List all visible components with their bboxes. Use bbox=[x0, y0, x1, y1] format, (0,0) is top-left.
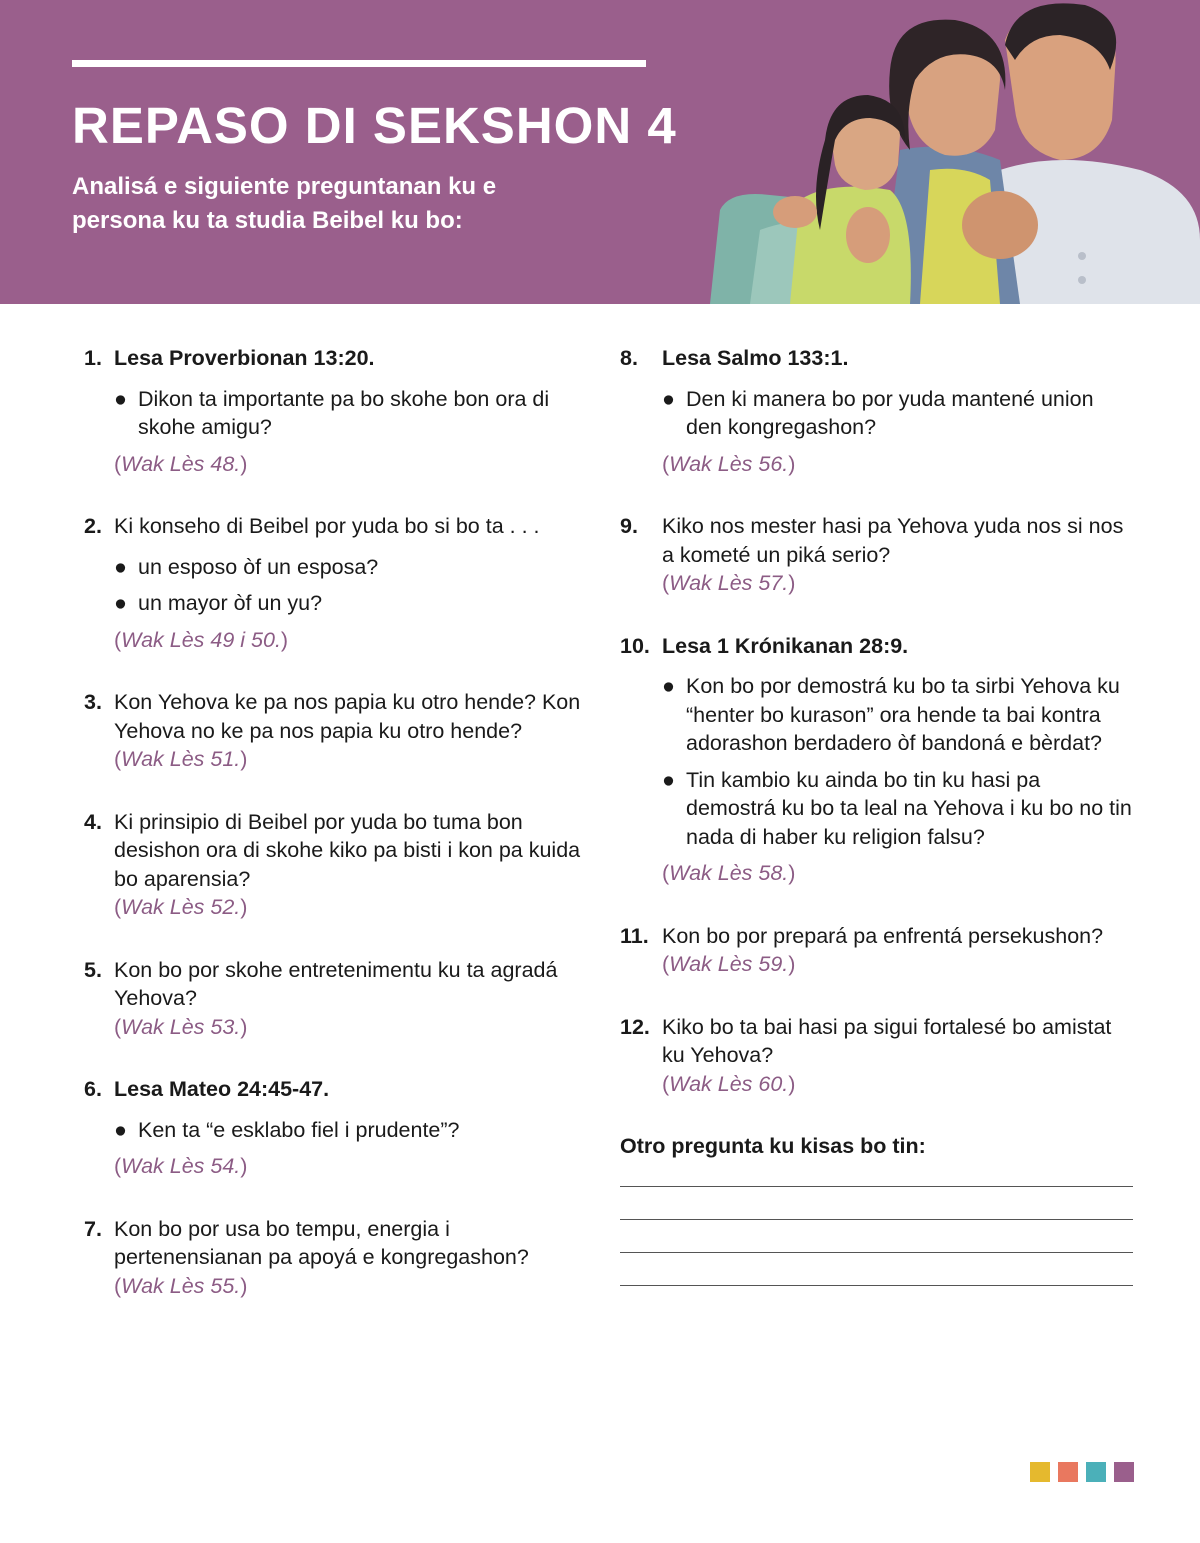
question-number: 4. bbox=[84, 809, 102, 834]
page-subtitle: Analisá e siguiente preguntanan ku e persona ku ta studia Beibel ku bo: bbox=[72, 173, 497, 234]
question-text: Lesa 1 Krónikanan 28:9. bbox=[662, 633, 909, 658]
bullet-icon: ● bbox=[662, 386, 675, 411]
page-title: REPASO DI SEKSHON 4 bbox=[72, 97, 677, 154]
question-item bbox=[620, 1013, 1135, 1099]
question-text: Kiko bo ta bai hasi pa sigui fortalesé bo amistat ku Yehova? bbox=[662, 1014, 1112, 1067]
lesson-reference: (Wak Lès 53.) bbox=[114, 1014, 248, 1039]
question-text: Kon bo por prepará pa enfrentá persekushon? bbox=[662, 923, 1104, 948]
bullet-item bbox=[114, 1116, 584, 1145]
family-praying-illustration bbox=[700, 0, 1200, 304]
question-number: 9. bbox=[620, 514, 638, 538]
question-text: Ki prinsipio di Beibel por yuda bo tuma bon desishon ora di skohe kiko pa bisti i kon pa kuida bo aparensia? bbox=[114, 809, 581, 891]
question-text: Kon bo por usa bo tempu, energia i pertenensianan pa apoyá e kongregashon? bbox=[114, 1216, 529, 1269]
questions-right-column bbox=[620, 344, 1135, 1286]
question-text: Kon bo por skohe entretenimentu ku ta agradá Yehova? bbox=[114, 957, 558, 1010]
lesson-reference: (Wak Lès 57.) bbox=[662, 571, 796, 595]
question-text: Lesa Proverbionan 13:20. bbox=[114, 346, 375, 370]
answer-line[interactable] bbox=[620, 1219, 1133, 1220]
lesson-reference: (Wak Lès 52.) bbox=[114, 895, 248, 919]
color-square bbox=[1030, 1462, 1050, 1482]
lesson-reference: (Wak Lès 54.) bbox=[114, 1154, 248, 1178]
bullet-text: Dikon ta importante pa bo skohe bon ora di skohe amigu? bbox=[138, 386, 550, 439]
color-square bbox=[1086, 1462, 1106, 1482]
bullet-item bbox=[114, 589, 584, 618]
bullet-icon: ● bbox=[662, 767, 675, 792]
bullet-text: un mayor òf un yu? bbox=[138, 591, 323, 615]
answer-line[interactable] bbox=[620, 1285, 1133, 1286]
bullet-item bbox=[662, 672, 1135, 758]
question-text: Kon Yehova ke pa nos papia ku otro hende? Kon Yehova no ke pa nos papia ku otro hende? bbox=[114, 690, 581, 743]
question-item bbox=[84, 512, 584, 654]
lesson-reference: (Wak Lès 51.) bbox=[114, 747, 248, 771]
color-squares-decoration bbox=[1030, 1462, 1134, 1482]
bullet-icon: ● bbox=[114, 386, 127, 411]
question-number: 5. bbox=[84, 957, 102, 982]
bullet-item bbox=[662, 385, 1135, 442]
bullet-item bbox=[662, 766, 1135, 852]
question-item bbox=[84, 808, 584, 922]
question-number: 2. bbox=[84, 514, 102, 538]
bullet-icon: ● bbox=[662, 674, 675, 698]
bullet-icon: ● bbox=[114, 591, 127, 615]
question-number: 7. bbox=[84, 1216, 102, 1241]
bullet-text: Ken ta “e esklabo fiel i prudente”? bbox=[138, 1117, 460, 1142]
question-item bbox=[620, 632, 1135, 888]
question-item bbox=[84, 344, 584, 478]
header-rule bbox=[72, 60, 646, 67]
question-item bbox=[84, 956, 584, 1042]
color-square bbox=[1058, 1462, 1078, 1482]
bullet-text: Kon bo por demostrá ku bo ta sirbi Yehova ku “henter bo kurason” ora hende ta bai kontra adorashon berdadero òf bandoná e bèrdat? bbox=[686, 674, 1120, 755]
bullet-text: Den ki manera bo por yuda mantené union den kongregashon? bbox=[686, 386, 1094, 439]
lesson-reference: (Wak Lès 59.) bbox=[662, 952, 796, 976]
lesson-reference: (Wak Lès 48.) bbox=[114, 451, 248, 476]
bullet-text: un esposo òf un esposa? bbox=[138, 554, 379, 579]
question-number: 10. bbox=[620, 633, 650, 658]
question-number: 6. bbox=[84, 1077, 102, 1101]
bullet-item bbox=[114, 553, 584, 582]
lesson-reference: (Wak Lès 58.) bbox=[662, 861, 796, 885]
answer-line[interactable] bbox=[620, 1186, 1133, 1187]
question-item bbox=[84, 1075, 584, 1181]
bullet-icon: ● bbox=[114, 554, 127, 579]
question-text: Kiko nos mester hasi pa Yehova yuda nos si nos a kometé un piká serio? bbox=[662, 514, 1124, 567]
question-number: 12. bbox=[620, 1014, 650, 1039]
questions-left-column bbox=[84, 344, 584, 1334]
question-number: 3. bbox=[84, 690, 102, 714]
question-number: 1. bbox=[84, 346, 102, 370]
lesson-reference: (Wak Lès 56.) bbox=[662, 451, 796, 476]
bullet-item bbox=[114, 385, 584, 442]
lesson-reference: (Wak Lès 60.) bbox=[662, 1071, 796, 1096]
answer-line[interactable] bbox=[620, 1252, 1133, 1253]
bullet-text: Tin kambio ku ainda bo tin ku hasi pa demostrá ku bo ta leal na Yehova i ku bo no tin nada di haber ku religion falsu? bbox=[686, 767, 1132, 849]
question-item bbox=[620, 344, 1135, 478]
question-item bbox=[84, 1215, 584, 1301]
question-number: 11. bbox=[620, 923, 649, 948]
bullet-icon: ● bbox=[114, 1117, 127, 1142]
other-questions-heading: Otro pregunta ku kisas bo tin: bbox=[620, 1134, 926, 1158]
question-text: Lesa Mateo 24:45-47. bbox=[114, 1077, 330, 1101]
question-item bbox=[84, 688, 584, 774]
question-item bbox=[620, 512, 1135, 598]
question-text: Ki konseho di Beibel por yuda bo si bo ta . . . bbox=[114, 514, 540, 538]
question-text: Lesa Salmo 133:1. bbox=[662, 346, 849, 370]
color-square bbox=[1114, 1462, 1134, 1482]
question-number: 8. bbox=[620, 346, 638, 370]
lesson-reference: (Wak Lès 55.) bbox=[114, 1273, 248, 1298]
lesson-reference: (Wak Lès 49 i 50.) bbox=[114, 627, 289, 652]
question-item bbox=[620, 922, 1135, 979]
section-header bbox=[0, 0, 1200, 304]
